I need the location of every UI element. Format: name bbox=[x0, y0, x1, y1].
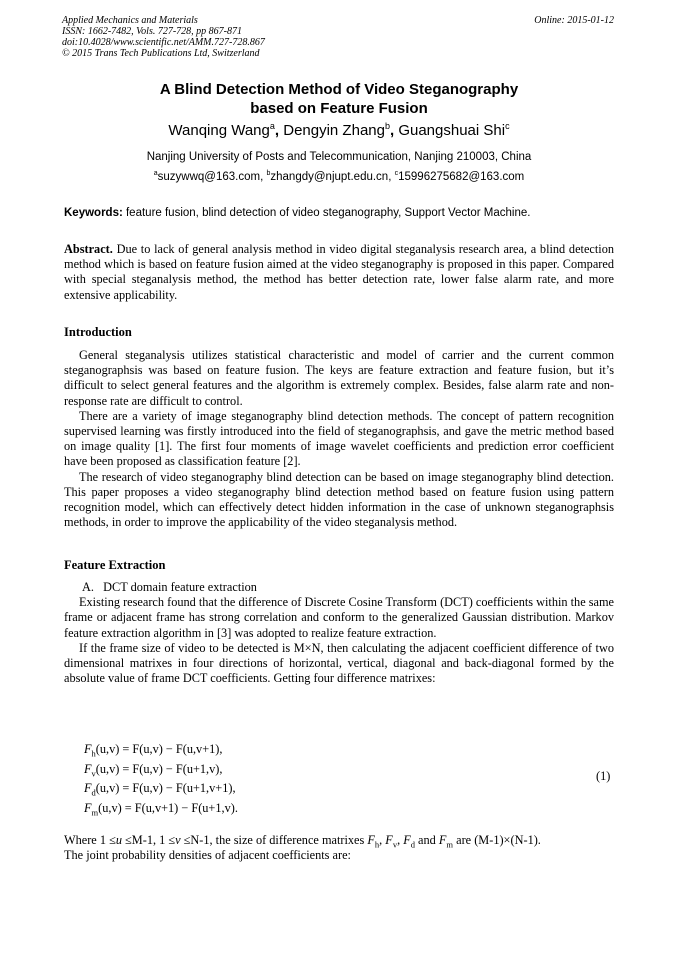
text-run: are (M-1)×(N-1). bbox=[453, 833, 541, 847]
author-mark: c bbox=[505, 121, 510, 131]
feature-extraction-heading: Feature Extraction bbox=[64, 558, 166, 572]
matrix-subscript: m bbox=[446, 839, 454, 850]
equation-rhs: (u,v) = F(u,v) − F(u+1,v+1), bbox=[95, 781, 236, 795]
paragraph: If the frame size of video to be detected is M×N, then calculating the adjacent coefficient difference of two dimensional matrixes in four directions of horizontal, vertical, diagonal and back-diagonal formed by the absolute value of frame DCT coefficients. Getting four difference matrixes: bbox=[64, 640, 614, 686]
keywords-text: feature fusion, blind detection of video steganography, Support Vector Machine. bbox=[122, 207, 531, 219]
equation-subscript: m bbox=[91, 806, 99, 817]
text-run: ≤N-1, the size of difference matrixes bbox=[180, 833, 368, 847]
equation-rhs: (u,v) = F(u,v+1) − F(u+1,v). bbox=[98, 800, 238, 815]
email-separator: , bbox=[260, 171, 267, 183]
author-name: Wanqing Wang bbox=[168, 122, 270, 139]
email-mark: a bbox=[153, 170, 158, 177]
feature-extraction-body bbox=[64, 580, 614, 686]
equation-subscript: h bbox=[91, 748, 96, 759]
matrix-subscript: d bbox=[410, 839, 415, 850]
equation-number: (1) bbox=[596, 769, 611, 783]
matrix-subscript: h bbox=[374, 839, 380, 850]
equation-rhs: (u,v) = F(u,v) − F(u+1,v), bbox=[95, 761, 223, 776]
journal-name: Applied Mechanics and Materials bbox=[62, 15, 198, 26]
email-mark: b bbox=[266, 170, 271, 177]
variable-u: u bbox=[115, 833, 122, 847]
matrix-symbol: F bbox=[403, 833, 411, 847]
email-list bbox=[0, 170, 678, 184]
equation-line: $F_d(u,v) = F(u,v) - F(u+1,v+1)$, bbox=[84, 781, 236, 798]
email-link[interactable]: zhangdy@njupt.edu.cn bbox=[270, 171, 389, 183]
equation-subscript: v bbox=[91, 767, 96, 778]
author-separator: , bbox=[389, 122, 399, 139]
equation-subscript: d bbox=[91, 787, 96, 798]
email-link[interactable]: 15996275682@163.com bbox=[398, 171, 525, 183]
text-run: , bbox=[397, 833, 404, 847]
paragraph: The research of video steganography blind detection can be based on image steganography blind detection. This paper proposes a video steganography blind detection method based on feature fusion using pattern recognition model, which can effectively detect hidden information in the case of unknown steganographsis methods, in order to improve the applicability of the video steganalysis method. bbox=[64, 469, 614, 530]
author-separator: , bbox=[274, 122, 284, 139]
matrix-symbol: F bbox=[367, 833, 375, 847]
text-run: , bbox=[379, 833, 386, 847]
author-mark: a bbox=[269, 121, 275, 131]
where-paragraph bbox=[64, 833, 614, 863]
author-name: Dengyin Zhang bbox=[283, 122, 385, 139]
matrix-symbol: F bbox=[385, 833, 393, 847]
title-line-1: A Blind Detection Method of Video Steganography bbox=[159, 81, 519, 98]
affiliation: Nanjing University of Posts and Telecommunication, Nanjing 210003, China bbox=[146, 151, 532, 163]
text-run: ≤M-1, 1 ≤ bbox=[121, 833, 176, 847]
introduction-heading: Introduction bbox=[64, 325, 132, 339]
author-list bbox=[0, 122, 678, 140]
matrix-subscript: v bbox=[392, 839, 398, 850]
matrix-symbol: F bbox=[438, 833, 447, 847]
issn-line: ISSN: 1662-7482, Vols. 727-728, pp 867-871 bbox=[62, 26, 242, 37]
email-mark: c bbox=[394, 170, 399, 177]
journal-header bbox=[62, 15, 265, 59]
text-run: and bbox=[414, 833, 439, 847]
title-line-2: based on Feature Fusion bbox=[250, 100, 428, 117]
copyright-line: © 2015 Trans Tech Publications Ltd, Switzerland bbox=[62, 48, 260, 59]
equation-rhs: (u,v) = F(u,v) − F(u,v+1), bbox=[95, 742, 223, 756]
email-link[interactable]: suzywwq@163.com bbox=[157, 171, 261, 183]
equation-line: $F_h(u,v) = F(u,v) - F(u,v+1)$, bbox=[84, 742, 223, 759]
author-mark: b bbox=[384, 121, 390, 131]
abstract bbox=[64, 242, 614, 303]
keywords-label: Keywords: bbox=[64, 207, 123, 219]
equation-block bbox=[84, 740, 238, 818]
equation-line: $F_v(u,v) = F(u,v) - F(u+1,v)$, bbox=[84, 761, 223, 778]
introduction-body bbox=[64, 348, 614, 530]
doi-line: doi:10.4028/www.scientific.net/AMM.727-728.867 bbox=[62, 37, 265, 48]
paragraph: Existing research found that the difference of Discrete Cosine Transform (DCT) coefficients within the same frame or adjacent frame has strong correlation and conform to the generalized Gaussian distribution. Markov feature extraction algorithm in [3] was adopted to realize feature extraction. bbox=[64, 595, 614, 640]
subsection-heading: A. DCT domain feature extraction bbox=[82, 580, 257, 594]
abstract-text: Due to lack of general analysis method in video digital steganalysis research area, a blind detection method which is based on feature fusion aimed at the video steganography is proposed in this paper. Compared with special steganalysis method, the method has better detection rate, lower false alarm rate, and more extensive applicability. bbox=[64, 242, 614, 302]
equation-line: $F_m(u,v) = F(u,v+1) - F(u+1,v)$. bbox=[84, 800, 238, 817]
variable-v: v bbox=[175, 833, 181, 847]
paragraph: General steganalysis utilizes statistical characteristic and model of carrier and the current common steganographsis was based on feature fusion. The keys are feature extraction and feature fusion, but it’s difficult to select general features and the algorithm is extremely complex. Besides, false alarm rate and non-response rate are difficult to control. bbox=[64, 348, 614, 408]
paper-title bbox=[0, 80, 678, 118]
author-name: Guangshuai Shi bbox=[398, 122, 506, 139]
where-line-1 bbox=[64, 833, 614, 848]
email-separator: , bbox=[388, 171, 395, 183]
online-date: Online: 2015-01-12 bbox=[534, 15, 614, 26]
text-run: Where 1 ≤ bbox=[64, 833, 116, 847]
where-line-2: The joint probability densities of adjacent coefficients are: bbox=[64, 848, 351, 863]
keywords bbox=[64, 206, 616, 220]
abstract-label: Abstract. bbox=[64, 242, 113, 256]
paragraph: There are a variety of image steganography blind detection methods. The concept of pattern recognition supervised learning was firstly introduced into the field of steganographsis, and gave the metric method based on image quality [1]. The first four moments of image wavelet coefficients and prediction error coefficient have been proposed as classification feature [2]. bbox=[64, 408, 614, 469]
